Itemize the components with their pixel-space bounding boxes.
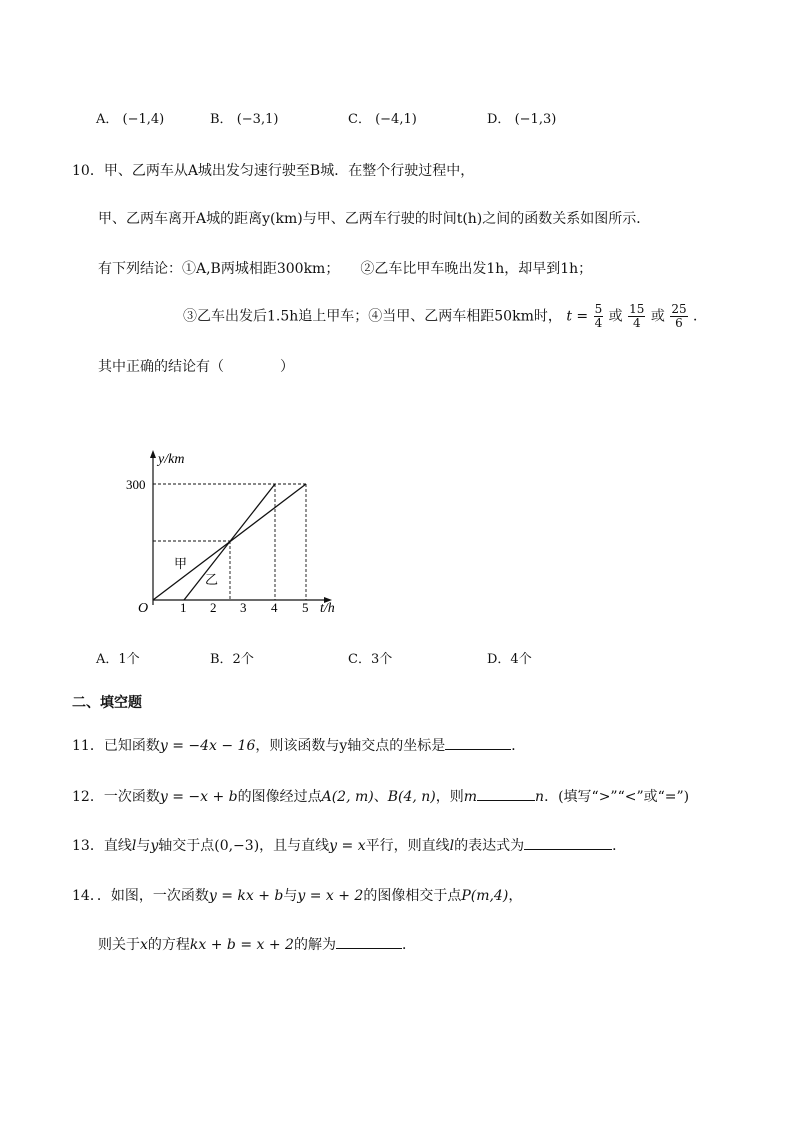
option-value: (−1,3) [514, 112, 557, 127]
q14-end: ， [508, 888, 523, 904]
q12-n: n [535, 789, 545, 805]
option-value: (−1,4) [122, 112, 165, 127]
x-tick-2: 2 [210, 600, 217, 615]
q13-answer-blank[interactable] [524, 835, 612, 850]
fraction-numerator: 5 [594, 302, 603, 316]
option-letter: A． [96, 112, 119, 127]
q13-l: l [131, 838, 137, 854]
fraction-denominator: 4 [632, 316, 641, 330]
q11-expr: y = −4x − 16 [159, 738, 256, 754]
q14-l2-end: ． [401, 937, 416, 953]
fraction-25-6 [670, 303, 687, 330]
fraction-5-4 [594, 303, 604, 330]
q13-post: 的表达式为 [454, 838, 525, 854]
q12-tail: ．(填写“>”“<”或“=”) [544, 789, 690, 805]
q12-pre: 12．一次函数 [72, 789, 160, 805]
q12-then: ，则 [435, 789, 464, 805]
q10-line-3: 有下列结论：①A,B两城相距300km； ②乙车比甲车晚出发1h，却早到1h； [98, 261, 593, 277]
section-title: 二、填空题 [72, 695, 142, 711]
q14-x: x [140, 937, 148, 953]
t-equals: t = [566, 308, 593, 325]
distance-time-graph [120, 440, 360, 620]
q10-line-4 [183, 303, 707, 330]
option-letter: C． [348, 112, 371, 127]
q14-l2-post: 的解为 [293, 937, 336, 953]
q12-answer-blank[interactable] [477, 786, 535, 801]
x-tick-5: 5 [302, 600, 309, 615]
q13-y: y [150, 838, 159, 854]
option-letter: D． [487, 112, 511, 127]
q13-l2: l [449, 838, 455, 854]
q14-l2-mid: 的方程 [147, 937, 190, 953]
q13-pre: 13．直线 [72, 838, 132, 854]
q14-pre: 14．．如图，一次函数 [72, 888, 209, 904]
q12-mid: 的图像经过点 [237, 789, 322, 805]
q10-option-b: B．2个 [210, 652, 254, 667]
q9-option-c [348, 108, 417, 127]
y-tick-300: 300 [126, 477, 146, 492]
q10-line-2: 甲、乙两车离开A城的距离y(km)与甲、乙两车行驶的时间t(h)之间的函数关系如图所示． [98, 211, 651, 227]
q13-mid3: ，且与直线 [259, 838, 330, 854]
q10-option-c: C．3个 [348, 652, 393, 667]
q10-option-a: A．1个 [96, 652, 140, 667]
q13-end: ． [612, 838, 627, 854]
q14-mid2: 的图像相交于点 [363, 888, 462, 904]
q11 [72, 735, 525, 755]
q14-l2-pre: 则关于 [98, 937, 140, 953]
option-value: (−3,1) [236, 112, 279, 127]
q14-answer-blank[interactable] [336, 934, 402, 949]
label-yi: 乙 [205, 572, 219, 587]
q12-point-a: A(2, m) [321, 789, 374, 805]
fraction-denominator: 4 [594, 316, 603, 330]
q13-mid1: 与 [136, 838, 151, 854]
or-word: 或 [608, 308, 623, 325]
q10-conclusion-text: ③乙车出发后1.5h追上甲车；④当甲、乙两车相距50km时， [183, 308, 562, 325]
q14-line-2 [98, 934, 416, 954]
period: ． [693, 308, 708, 325]
q10-option-d: D．4个 [487, 652, 532, 667]
q13 [72, 835, 626, 855]
q12-m: m [463, 789, 478, 805]
q12-point-b: B(4, n) [387, 789, 436, 805]
q13-expr: y = x [329, 838, 366, 854]
fraction-15-4 [628, 303, 645, 330]
origin-label: O [138, 601, 149, 616]
q13-mid4: 平行，则直线 [365, 838, 450, 854]
q14-expr-2: y = x + 2 [297, 888, 364, 904]
q14-line-1 [72, 885, 522, 905]
q12-expr: y = −x + b [159, 789, 238, 805]
option-letter: B． [210, 112, 233, 127]
q12-sep: 、 [373, 789, 388, 805]
fraction-denominator: 6 [675, 316, 683, 330]
q9-option-a [96, 108, 164, 127]
or-word: 或 [650, 308, 665, 325]
x-tick-3: 3 [240, 600, 247, 615]
q14-expr-1: y = kx + b [208, 888, 284, 904]
option-value: (−4,1) [375, 112, 417, 127]
x-axis-label: t/h [320, 601, 335, 616]
q10-line-1: 10．甲、乙两车从A城出发匀速行驶至B城．在整个行驶过程中， [72, 163, 475, 179]
x-tick-1: 1 [180, 600, 187, 615]
q11-pre: 11．已知函数 [72, 738, 160, 754]
q14-point: P(m,4) [461, 888, 509, 904]
fraction-numerator: 25 [671, 302, 687, 316]
fraction-numerator: 15 [629, 302, 645, 316]
q14-mid: 与 [283, 888, 298, 904]
label-jia: 甲 [174, 556, 188, 571]
q13-point: (0,−3) [214, 838, 260, 854]
q12 [72, 786, 689, 806]
y-axis-label: y/km [158, 452, 185, 467]
q10-line-5: 其中正确的结论有（ ） [98, 359, 294, 375]
q9-option-b [210, 108, 278, 127]
x-tick-4: 4 [271, 600, 278, 615]
q9-option-d [487, 108, 556, 127]
q11-end: ． [511, 738, 526, 754]
q13-mid2: 轴交于点 [158, 838, 215, 854]
q11-answer-blank[interactable] [445, 735, 511, 750]
line-yi [184, 484, 275, 600]
q11-post: ，则该函数与y轴交点的坐标是 [255, 738, 446, 754]
y-axis-arrow [150, 450, 156, 458]
q14-equation: kx + b = x + 2 [189, 937, 294, 953]
